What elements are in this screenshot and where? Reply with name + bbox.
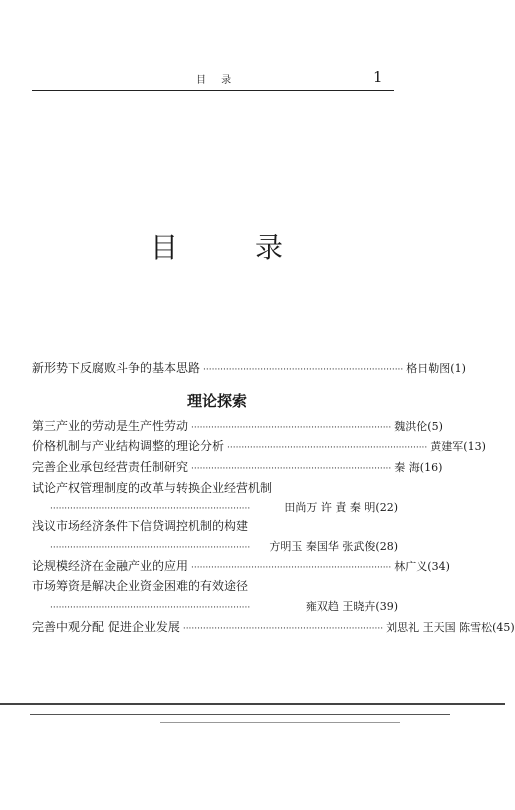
page-title-char-2: 录 bbox=[255, 231, 284, 264]
toc-entry-title-line bbox=[32, 480, 398, 497]
toc-entry-author-page: 刘思礼 王天国 陈雪松(45) bbox=[386, 621, 515, 634]
toc-entry bbox=[32, 438, 486, 455]
toc-entry-title: 新形势下反腐败斗争的基本思路 bbox=[32, 361, 201, 375]
toc-leader-dots: ······································································ bbox=[50, 603, 251, 613]
toc-entry-continuation bbox=[32, 538, 398, 555]
toc-entry-continuation bbox=[32, 499, 398, 516]
toc-leader-dots: ······································································ bbox=[203, 365, 404, 375]
toc-entry-title: 浅议市场经济条件下信贷调控机制的构建 bbox=[32, 519, 249, 533]
toc-entry-title: 市场筹资是解决企业资金困难的有效途径 bbox=[32, 579, 249, 593]
toc-entry-title-line bbox=[32, 518, 398, 535]
toc-entry bbox=[32, 418, 443, 435]
toc-entry-title: 论规模经济在金融产业的应用 bbox=[32, 559, 189, 573]
toc-entry-title: 第三产业的劳动是生产性劳动 bbox=[32, 419, 189, 433]
toc-entry-title: 试论产权管理制度的改革与转换企业经营机制 bbox=[32, 481, 273, 495]
scan-edge-rule bbox=[30, 714, 450, 715]
toc-entry-author-page: 林广义(34) bbox=[394, 560, 450, 573]
toc-entry bbox=[32, 360, 466, 377]
toc-entry bbox=[32, 619, 515, 636]
toc-leader-dots: ······································································ bbox=[182, 624, 384, 634]
running-header-title: 目 录 bbox=[196, 75, 238, 86]
toc-entry-continuation bbox=[32, 598, 398, 615]
toc-leader-dots: ······································································ bbox=[191, 563, 392, 573]
page-title bbox=[150, 226, 284, 266]
toc-leader-dots: ······································································ bbox=[50, 543, 251, 553]
toc-leader-dots: ······································································ bbox=[191, 423, 392, 433]
scan-edge-rule bbox=[160, 722, 400, 723]
toc-leader-dots: ······································································ bbox=[227, 443, 428, 453]
toc-entry-title: 完善中观分配 促进企业发展 bbox=[32, 620, 180, 634]
scan-edge-rule bbox=[0, 703, 505, 705]
toc-entry-title-line bbox=[32, 578, 398, 595]
toc-leader-dots: ······································································ bbox=[191, 464, 392, 474]
page-title-char-1: 目 bbox=[150, 231, 179, 264]
toc-entry-author-page: 秦 海(16) bbox=[394, 461, 443, 474]
toc-entry-author-page: 黄建军(13) bbox=[430, 440, 486, 453]
toc-entry-author-page: 格日勒图(1) bbox=[406, 362, 466, 375]
toc-entry-author-page: 雍双趋 王晓卉(39) bbox=[305, 600, 398, 613]
toc-entry-title: 完善企业承包经营责任制研究 bbox=[32, 460, 189, 474]
toc-entry bbox=[32, 558, 450, 575]
toc-entry bbox=[32, 459, 443, 476]
toc-leader-dots: ······································································ bbox=[50, 504, 251, 514]
running-header-page-number: 1 bbox=[373, 68, 383, 86]
section-heading: 理论探索 bbox=[187, 392, 248, 410]
toc-entry-author-page: 田尚万 许 責 秦 明(22) bbox=[284, 501, 398, 514]
toc-entry-title: 价格机制与产业结构调整的理论分析 bbox=[32, 439, 225, 453]
toc-entry-author-page: 魏洪伦(5) bbox=[394, 420, 443, 433]
toc-entry-author-page: 方明玉 秦国华 张武俊(28) bbox=[269, 540, 398, 553]
header-rule bbox=[32, 90, 394, 91]
